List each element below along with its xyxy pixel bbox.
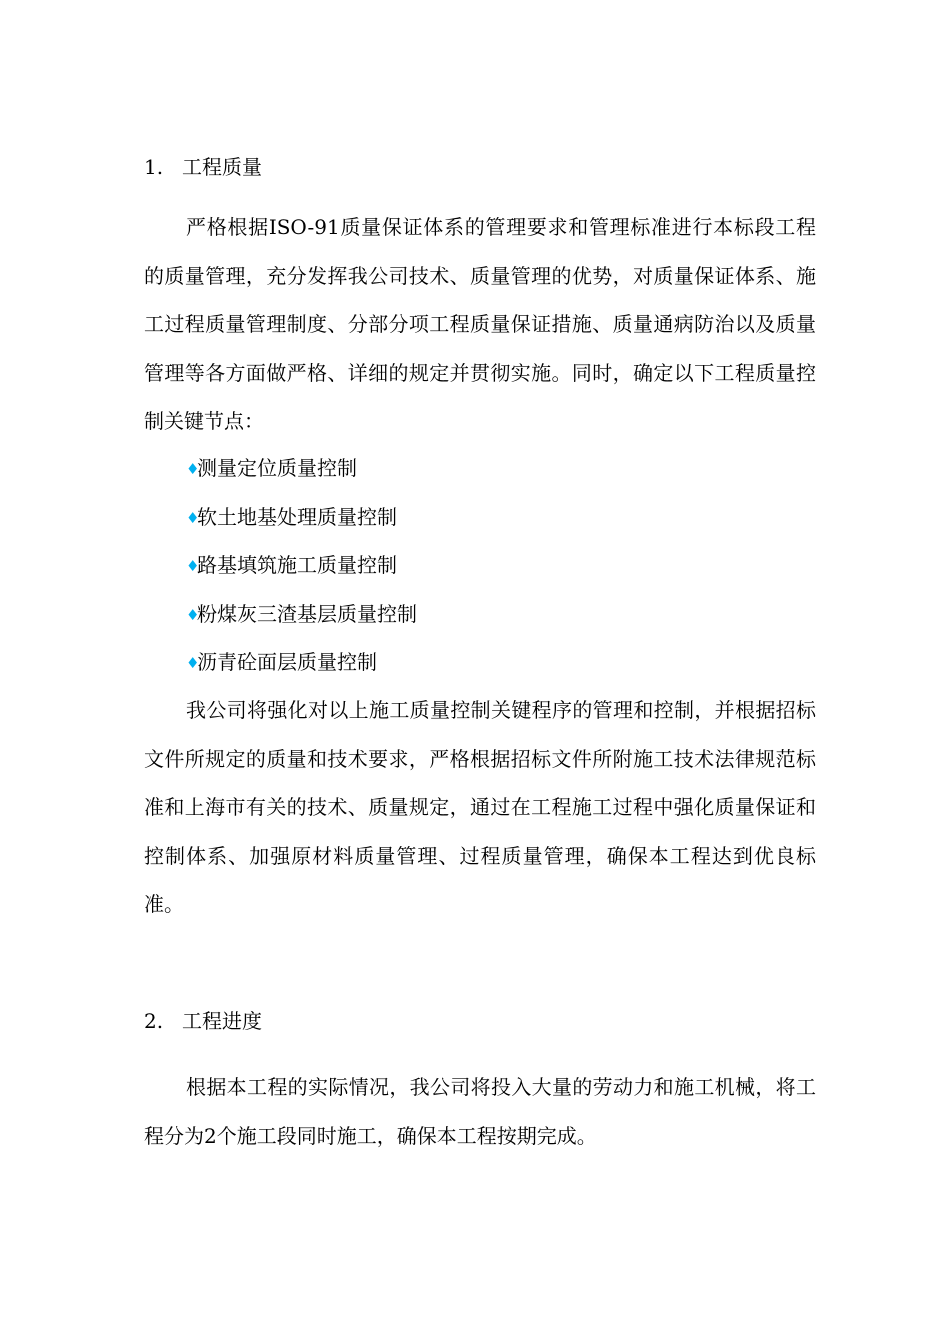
section-2-number: 2. [144,1009,164,1033]
list-item [186,503,397,532]
list-item [186,600,417,629]
list-item [186,551,397,580]
section-1-number: 1. [144,155,164,179]
list-item [186,454,357,483]
list-item [186,648,377,677]
diamond-bullet-icon: ♦ [186,460,200,478]
list-item-text: 粉煤灰三渣基层质量控制 [197,602,417,626]
diamond-bullet-icon: ♦ [186,557,200,575]
diamond-bullet-icon: ♦ [186,654,200,672]
diamond-bullet-icon: ♦ [186,509,200,527]
list-item-text: 软土地基处理质量控制 [197,505,397,529]
section-1-heading [144,153,262,181]
diamond-bullet-icon: ♦ [186,606,200,624]
list-item-text: 测量定位质量控制 [197,456,357,480]
section-2-heading [144,1007,262,1035]
section-1-conclusion-paragraph: 我公司将强化对以上施工质量控制关键程序的管理和控制，并根据招标文件所规定的质量和技术要求，严格根据招标文件所附施工技术法律规范标准和上海市有关的技术、质量规定，通过在工程施工过程中强化质量保证和控制体系、加强原材料质量管理、过程质量管理，确保本工程达到优良标准。 [144,698,816,916]
section-2-title: 工程进度 [182,1009,262,1033]
list-item-text: 沥青砼面层质量控制 [197,650,377,674]
list-item-text: 路基填筑施工质量控制 [197,553,397,577]
section-1-intro-paragraph: 严格根据ISO-91质量保证体系的管理要求和管理标准进行本标段工程的质量管理，充分发挥我公司技术、质量管理的优势，对质量保证体系、施工过程质量管理制度、分部分项工程质量保证措施、质量通病防治以及质量管理等各方面做严格、详细的规定并贯彻实施。同时，确定以下工程质量控制关键节点： [144,215,816,433]
section-2-body-paragraph: 根据本工程的实际情况，我公司将投入大量的劳动力和施工机械，将工程分为2个施工段同时施工，确保本工程按期完成。 [144,1075,816,1148]
section-1-title: 工程质量 [182,155,262,179]
